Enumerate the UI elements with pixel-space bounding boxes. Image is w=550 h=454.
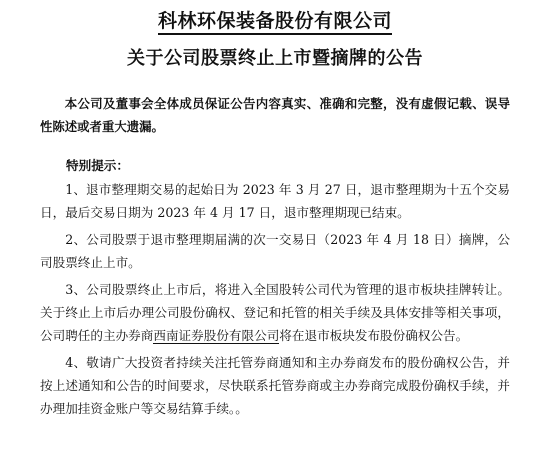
board-statement: 本公司及董事会全体成员保证公告内容真实、准确和完整，没有虚假记载、误导性陈述或者重大遗漏。 [40,96,510,134]
notice-item-3 [40,278,510,347]
notice-items [40,178,510,424]
notice-item-3-text-before: 3、公司股票终止上市后，将进入全国股转公司代为管理的退市板块挂牌转让。关于终止上市后办理公司股份确权、登记和托管的相关手续及具体安排等相关事项，公司聘任的主办券商 [40,282,510,343]
notice-item-3-text-after: 将在退市板块发布股份确权公告。 [279,328,469,343]
company-name [0,6,550,33]
company-name-text: 科林环保装备股份有限公司 [158,10,392,35]
notice-item-1: 1、退市整理期交易的起始日为 2023 年 3 月 27 日，退市整理期为十五个交易日，最后交易日期为 2023 年 4 月 17 日，退市整理期现已结束。 [40,182,510,220]
notice-item-4: 4、敬请广大投资者持续关注托管券商通知和主办券商发布的股份确权公告，并按上述通知和公告的时间要求，尽快联系托管券商或主办券商完成股份确权手续，并办理加挂资金账户等交易结算手续。。 [40,355,510,416]
notice-item-2: 2、公司股票于退市整理期届满的次一交易日（2023 年 4 月 18 日）摘牌，公司股票终止上市。 [40,232,510,270]
announcement-title: 关于公司股票终止上市暨摘牌的公告 [127,48,423,69]
special-notice-heading: 特别提示： [66,158,129,173]
sponsor-broker-name: 西南证券股份有限公司 [153,328,280,343]
